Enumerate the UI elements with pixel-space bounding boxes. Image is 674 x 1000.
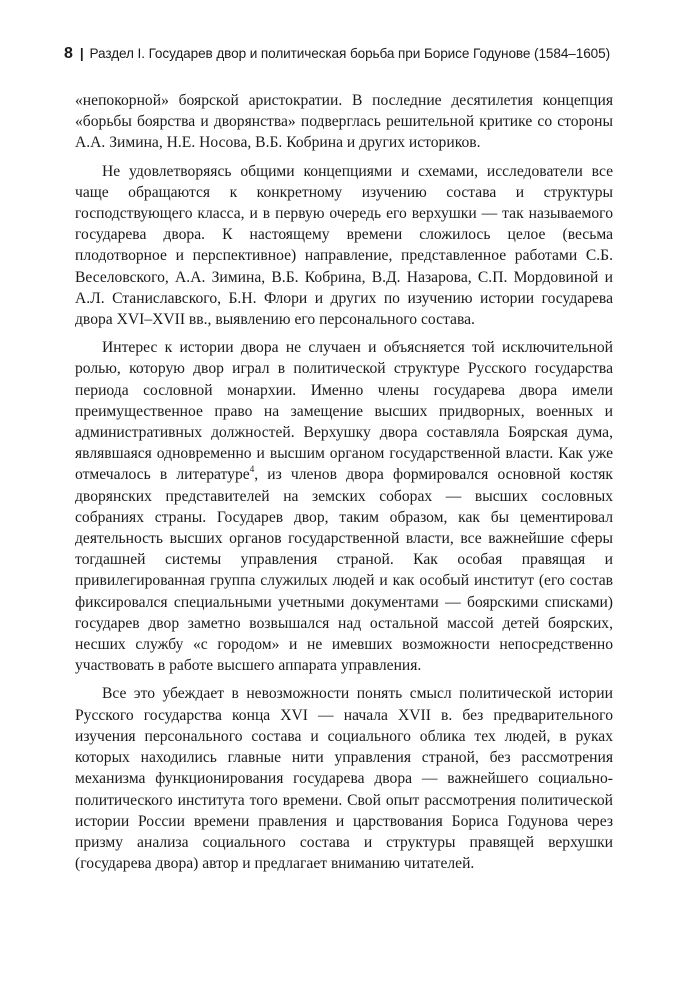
paragraph-3-part-b: , из членов двора формировался основной костяк дворянских представителей на земских соборах — высших сословных собраниях страны. Государев двор, таким образом, как бы цементировал деятельность высших органов государственной власти, все важнейшие сферы тогдашней системы управления страной. Как особая правящая и привилегированная группа служилых людей и как особый институт (его состав фиксировался специальными учетными документами — боярскими списками) государев двор заметно возвышался над остальной массой детей боярских, несших службу «с городом» и не имевших возможности непосредственно участвовать в работе высшего аппарата управления.: [75, 466, 613, 675]
body-text: [75, 90, 613, 881]
paragraph-2: Не удовлетворяясь общими концепциями и схемами, исследователи все чаще обращаются к конкретному изучению состава и структуры господствующего класса, и в первую очередь его верхушки — так называемого государева двора. К настоящему времени сложилось целое (весьма плодотворное и перспективное) направление, представленное работами С.Б. Веселовского, А.А. Зимина, В.Б. Кобрина, В.Д. Назарова, С.П. Мордовиной и А.Л. Станиславского, Б.Н. Флори и других по изучению истории государева двора XVI–XVII вв., выявлению его персонального состава.: [75, 162, 613, 329]
footnote-marker: 4: [249, 464, 255, 475]
running-title: Раздел I. Государев двор и политическая борьба при Борисе Годунове (1584–1605): [89, 46, 611, 61]
paragraph-3: [75, 337, 613, 676]
paragraph-1: «непокорной» боярской аристократии. В последние десятилетия концепция «борьбы боярства и дворянства» подверглась решительной критике со стороны А.А. Зимина, Н.Е. Носова, В.Б. Кобрина и других историков.: [75, 92, 613, 152]
header-separator: |: [79, 46, 84, 61]
paragraph-3-part-a: Интерес к истории двора не случаен и объясняется той исключительной ролью, которую двор играл в политической структуре Русского государства периода сословной монархии. Именно члены государева двора имели преимущественное право на замещение высших придворных, военных и административных должностей. Верхушку двора составляла Боярская дума, являвшаяся одновременно и высшим органом государственной власти. Как уже отмечалось в литературе: [75, 339, 613, 484]
page-number: 8: [64, 45, 73, 62]
running-header: [64, 44, 624, 64]
paragraph-4: Все это убеждает в невозможности понять смысл политической истории Русского государства конца XVI — начала XVII в. без предварительного изучения персонального состава и социального облика тех людей, в руках которых находились главные нити управления страной, без рассмотрения механизма функционирования государева двора — важнейшего социально-политического института того времени. Свой опыт рассмотрения политической истории России времени правления и царствования Бориса Годунова через призму анализа социального состава и структуры правящей верхушки (государева двора) автор и предлагает вниманию читателей.: [75, 685, 613, 873]
